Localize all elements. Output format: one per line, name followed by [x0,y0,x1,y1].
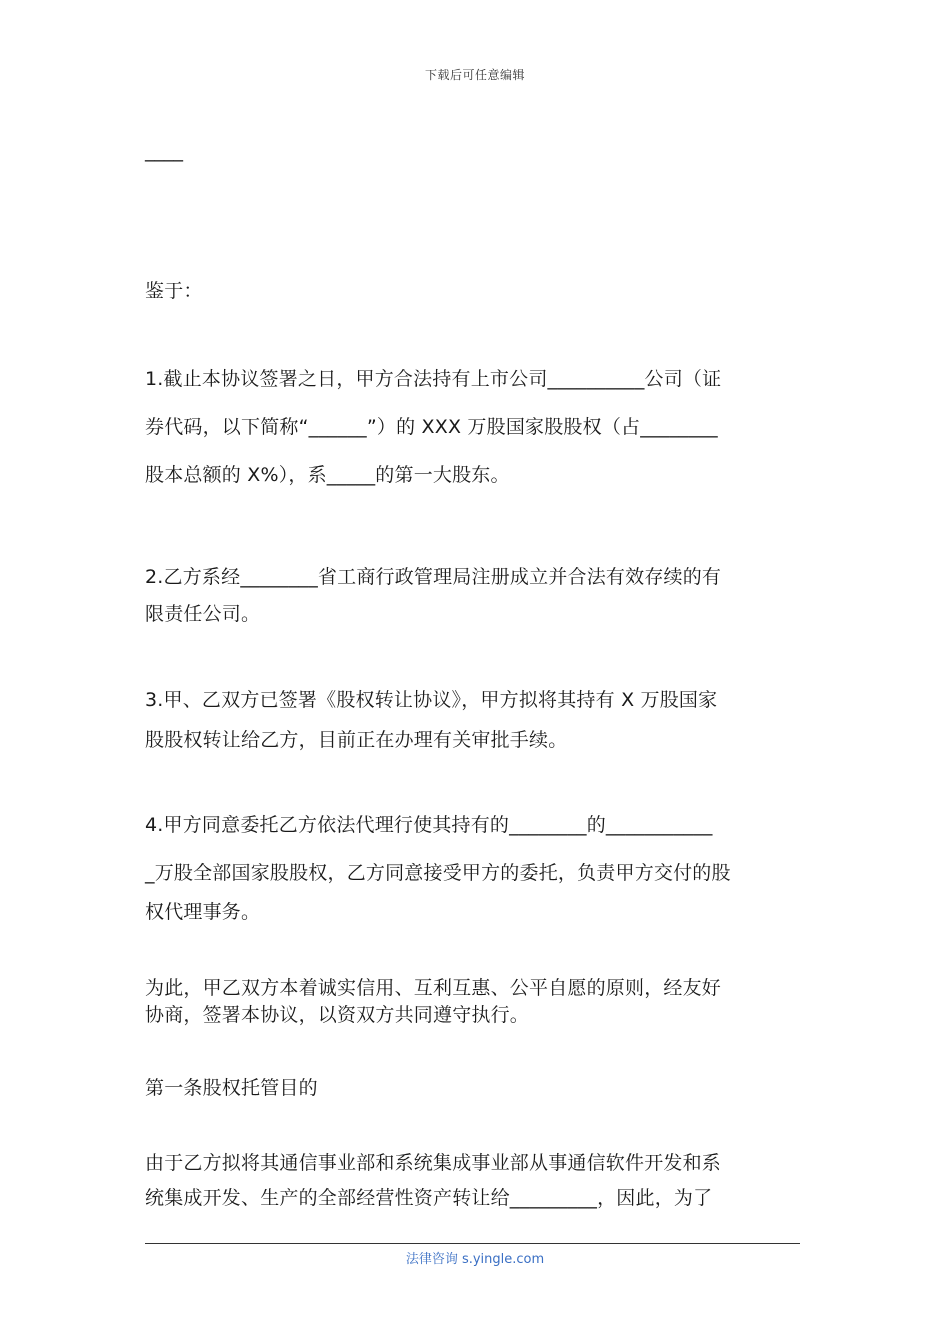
article-1-line-1: 由于乙方拟将其通信事业部和系统集成事业部从事通信软件开发和系 [145,1152,722,1174]
clause-3-line-1: 3.甲、乙双方已签署《股权转让协议》，甲方拟将其持有 X 万股国家 [145,689,718,711]
clause-2-line-1: 2.乙方系经________省工商行政管理局注册成立并合法有效存续的有 [145,566,722,588]
clause-2-line-2: 限责任公司。 [145,603,261,625]
closing-line-1: 为此，甲乙双方本着诚实信用、互利互惠、公平自愿的原则，经友好 [145,977,722,999]
footer-link[interactable]: 法律咨询 s.yingle.com [405,1252,545,1267]
clause-1-line-1: 1.截止本协议签署之日，甲方合法持有上市公司__________公司（证 [145,368,722,390]
preamble-heading: 鉴于： [145,280,203,302]
clause-3-line-2: 股股权转让给乙方，目前正在办理有关审批手续。 [145,729,568,751]
blank-line: ____ [145,140,183,162]
closing-line-2: 协商，签署本协议，以资双方共同遵守执行。 [145,1004,530,1026]
footer-divider [145,1243,800,1244]
clause-1-line-2: 券代码，以下简称“______”）的 XXX 万股国家股股权（占________ [145,416,718,438]
clause-4-line-2: _万股全部国家股股权，乙方同意接受甲方的委托，负责甲方交付的股 [145,862,731,884]
article-1-line-2: 统集成开发、生产的全部经营性资产转让给_________，因此，为了 [145,1187,713,1209]
article-1-title: 第一条股权托管目的 [145,1077,318,1099]
clause-4-line-1: 4.甲方同意委托乙方依法代理行使其持有的________的___________ [145,814,713,836]
clause-1-line-3: 股本总额的 X%），系_____的第一大股东。 [145,464,510,486]
clause-4-line-3: 权代理事务。 [145,901,261,923]
page-header: 下载后可任意编辑 [424,68,525,82]
